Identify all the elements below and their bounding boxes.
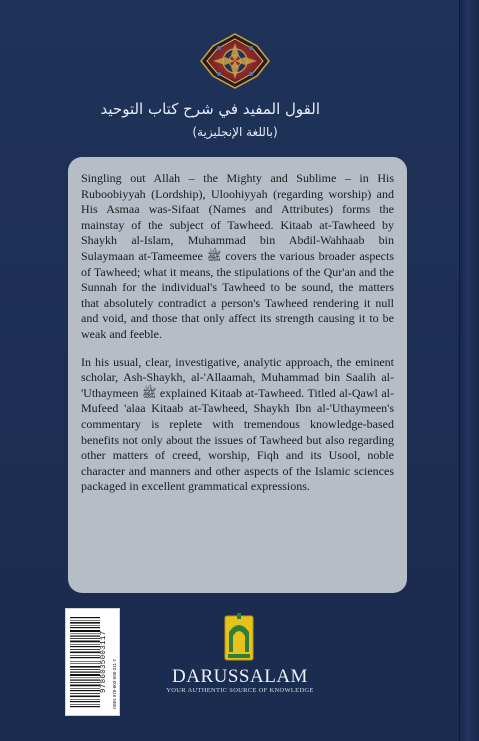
ornament-emblem-icon	[199, 32, 271, 90]
barcode	[65, 608, 120, 716]
publisher-name: DARUSSALAM	[172, 666, 308, 687]
blurb-paragraph-2: In his usual, clear, investigative, analytic approach, the eminent scholar, Ash-Shaykh, al-'Allaamah, Muhammad bin Saalih al-'Uthaymeen ﷺ explained Kitaab at-Tawheed. Titled al-Qawl al-Mufeed 'alaa Kitaab at-Tawheed, Shaykh Ibn al-'Uthaymeen's commentary is replete with tremendous knowledge-based benefits not only about the issues of Tawheed but also regarding other matters of creed, worship, Fiqh and its Usool, noble character and manners and other aspects of the Islamic sciences packaged in excellent grammatical expressions.	[81, 354, 395, 494]
spine-edge	[459, 0, 479, 741]
darussalam-logo-icon	[224, 612, 254, 662]
blurb-panel	[68, 157, 407, 593]
blurb-paragraph-1: Singling out Allah – the Mighty and Sublime – in His Ruboobiyyah (Lordship), Uloohiyyah (regarding worship) and His Asmaa was-Sifaat (Names and Attributes) forms the mainstay of the subject of Tawheed. Kitaab at-Tawheed by Shaykh al-Islam, Muhammad bin Abdil-Wahhaab bin Sulaymaan at-Tameemee ﷺ covers the various broader aspects of Tawheed; what it means, the stipulations of the Qur'an and the Sunnah for the individual's Tawheed to be sound, the matters that absolutely contradict a person's Tawheed rendering it null and void, and those that only affect its strength causing it to be weak and feeble.	[81, 171, 394, 341]
barcode-number: 9786035003117	[100, 630, 108, 694]
arabic-subtitle: (باللغة الإنجليزية)	[192, 125, 278, 139]
barcode-bars-icon	[70, 615, 100, 709]
arabic-title: القول المفيد في شرح كتاب التوحيد	[100, 100, 320, 118]
publisher-tagline: YOUR AUTHENTIC SOURCE OF KNOWLEDGE	[166, 687, 314, 694]
isbn-label: ISBN 978-603-500-311-7	[112, 659, 117, 709]
